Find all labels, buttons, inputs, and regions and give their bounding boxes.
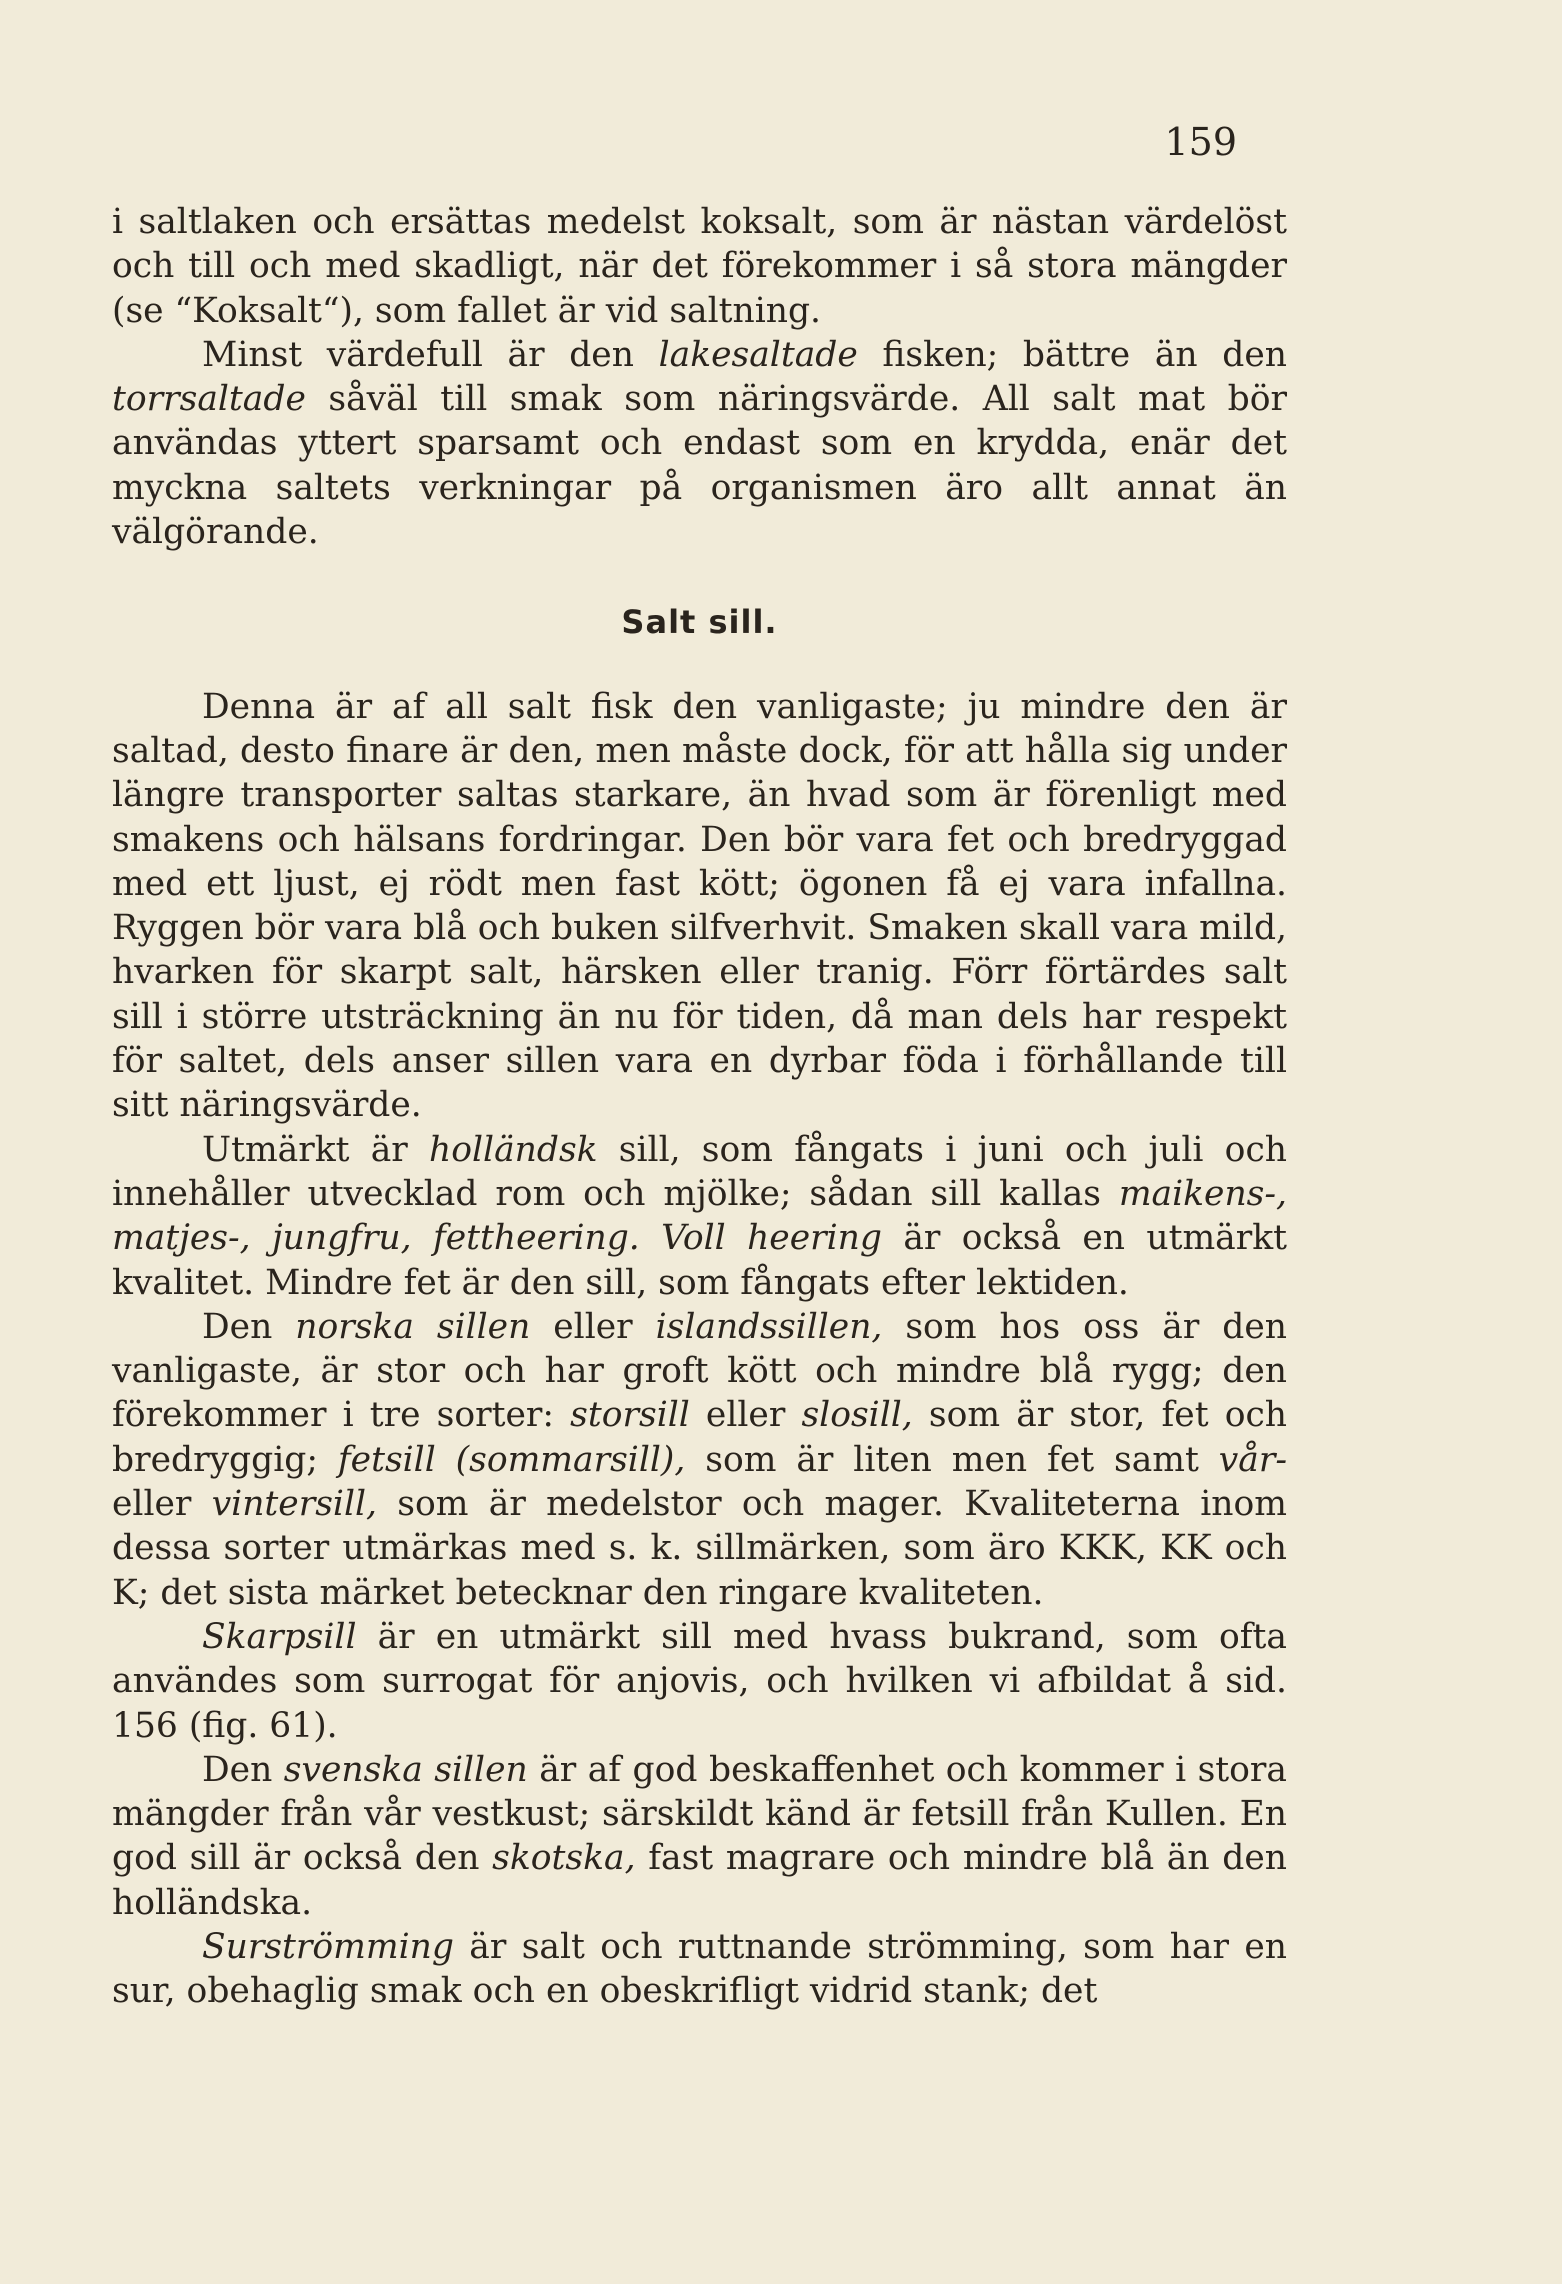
text-run [640, 1218, 661, 1258]
italic-term: Surströmming [202, 1926, 454, 1967]
italic-term: Skarpsill [202, 1616, 357, 1657]
italic-term: torrsaltade [112, 379, 306, 420]
italic-term: fetsill (sommarsill), [337, 1439, 686, 1480]
text-run: i saltlaken och ersättas medelst koksalt, som är nästan värdelöst och till och med skadligt, när det förekommer i så stora mängder (se “Koksalt“), som fallet är vid saltning. [112, 202, 1287, 331]
text-run: eller [689, 1395, 802, 1436]
paragraph-2 [112, 333, 1287, 554]
italic-term: vintersill, [211, 1484, 377, 1525]
italic-term: svenska sillen [283, 1749, 528, 1790]
page-number: 159 [1164, 120, 1237, 164]
italic-term: maikens-, matjes-, jungfru, fettheering. [112, 1173, 1287, 1259]
text-run: som hos oss är den vanligaste, är stor och har groft kött och mindre blå rygg; den förekommer i tre sorter: [112, 1306, 1288, 1436]
text-run: såväl till smak som näringsvärde. All salt mat bör användas yttert sparsamt och endast som en krydda, enär det myckna saltets verkningar på organismen äro allt annat än välgörande. [112, 379, 1287, 553]
text-run: eller [530, 1306, 656, 1347]
italic-term: skotska, [492, 1838, 636, 1879]
text-run: eller [112, 1484, 212, 1525]
text-run: Den [202, 1749, 284, 1790]
text-run: sill, som fångats i juni och juli och innehåller utvecklad rom och mjölke; sådan sill kallas [112, 1129, 1287, 1214]
paragraph-6 [112, 1615, 1287, 1748]
text-run: Denna är af all salt fisk den vanligaste; ju mindre den är saltad, desto finare är den, men måste dock, för att hålla sig under längre transporter saltas starkare, än hvad som är förenligt med smakens och hälsans fordringar. Den bör vara fet och bredryggad med ett ljust, ej rödt men fast kött; ögonen få ej vara infallna. Ryggen bör vara blå och buken silfverhvit. Smaken skall vara mild, hvarken för skarpt salt, härsken eller tranig. Förr förtärdes salt sill i större utsträckning än nu för tiden, då man dels har respekt för saltet, dels anser sillen vara en dyrbar föda i förhållande till sitt näringsvärde. [112, 686, 1287, 1126]
paragraph-7 [112, 1748, 1287, 1925]
italic-term: holländsk [429, 1129, 598, 1170]
text-run: är också en utmärkt kvalitet. Mindre fet är den sill, som fångats efter lektiden. [112, 1218, 1288, 1303]
paragraph-5 [112, 1305, 1287, 1615]
section-heading: Salt sill. [621, 603, 778, 642]
italic-term: slosill, [801, 1395, 913, 1436]
text-run: är en utmärkt sill med hvass bukrand, som ofta användes som surrogat för anjovis, och hvilken vi afbildat å sid. 156 (fig. 61). [112, 1616, 1287, 1746]
paragraph-3 [112, 685, 1287, 1128]
text-run: Utmärkt är [202, 1129, 430, 1170]
italic-term: storsill [570, 1395, 690, 1436]
text-run: Minst värdefull är den [202, 334, 659, 375]
italic-term: islandssillen, [655, 1306, 883, 1347]
text-run: Den [202, 1306, 296, 1347]
text-run: som är liten men fet samt [685, 1439, 1219, 1480]
text-run: fast magrare och mindre blå än den holländska. [112, 1838, 1287, 1923]
text-run: fisken; bättre än den [857, 334, 1287, 375]
text-run: som är medelstor och mager. Kvaliteterna inom dessa sorter utmärkas med s. k. sillmärken, som äro KKK, KK och K; det sista märket betecknar den ringare kvaliteten. [112, 1484, 1287, 1613]
italic-term: lakesaltade [658, 334, 858, 375]
text-run: är af god beskaffenhet och kommer i stora mängder från vår vestkust; särskildt känd är fetsill från Kullen. En god sill är också den [112, 1749, 1287, 1879]
paragraph-4 [112, 1128, 1287, 1305]
italic-term: Voll heering [661, 1218, 882, 1259]
italic-term: norska sillen [295, 1306, 531, 1347]
italic-term: vår- [1218, 1439, 1287, 1480]
text-run: som är stor, fet och bredryggig; [112, 1395, 1288, 1480]
text-run: är salt och ruttnande strömming, som har en sur, obehaglig smak och en obeskrifligt vidrid stank; det [112, 1926, 1287, 2012]
paragraph-8 [112, 1925, 1287, 2014]
paragraph-1 [112, 200, 1287, 333]
body-text [112, 200, 1287, 2014]
